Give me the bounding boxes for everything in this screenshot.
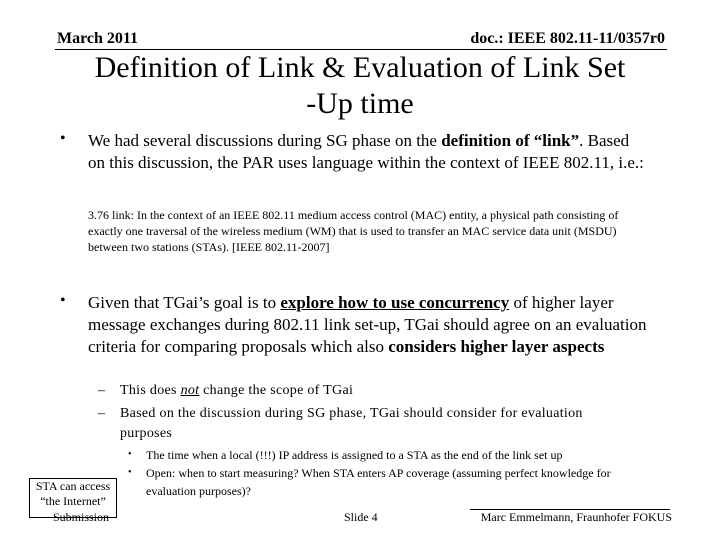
header-doc-id: doc.: IEEE 802.11-11/0357r0 xyxy=(470,30,665,47)
sub-item-2 xyxy=(128,464,628,500)
dash-item-1 xyxy=(98,381,638,401)
bullet-marker-1: • xyxy=(60,130,66,147)
footer-slide-number: Slide 4 xyxy=(344,510,378,524)
sub-text-2: Open: when to start measuring? When STA enters AP coverage (assuming perfect knowledge for evaluation purposes)? xyxy=(146,466,611,498)
sta-box-line-2: “the Internet” xyxy=(40,494,106,508)
bullet-text-1 xyxy=(88,130,648,174)
title-line-1: Definition of Link & Evaluation of Link Set xyxy=(94,51,626,84)
sta-box-line-1: STA can access xyxy=(35,479,111,493)
title-line-2: -Up time xyxy=(306,87,414,120)
link-definition: 3.76 link: In the context of an IEEE 802.11 medium access control (MAC) entity, a physical path consisting of exactly one traversal of the wireless medium (WM) that is used to transfer an MAC service data unit (MSDU) between two stations (STAs). [IEEE 802.11-2007] xyxy=(88,208,619,254)
sub-item-1 xyxy=(128,446,658,464)
bullet-1-part2: . Based on this discussion, the PAR uses language within the context of IEEE 802.11, i.e.: xyxy=(88,131,644,172)
dash-text-1 xyxy=(98,381,638,401)
dash-marker-1: – xyxy=(98,383,106,398)
header-date: March 2011 xyxy=(57,30,139,47)
footer-author: Marc Emmelmann, Fraunhofer FOKUS xyxy=(480,510,672,524)
bullet-1-bold: definition of “link” xyxy=(441,131,580,150)
dash-1-post: change the scope of TGai xyxy=(199,383,354,398)
dash-marker-2: – xyxy=(98,406,106,421)
sub-text-1: The time when a local (!!!) IP address is assigned to a STA as the end of the link set up xyxy=(146,448,563,462)
bullet-1-part1: We had several discussions during SG phase on the xyxy=(88,131,442,150)
bullet-marker-2: • xyxy=(60,292,66,309)
sub-marker-1: • xyxy=(128,449,132,460)
dash-1-pre: This does xyxy=(120,383,181,398)
sub-marker-2: • xyxy=(128,467,132,478)
bullet-2-part2: of higher layer message exchanges during 802.11 link set-up, TGai should agree on an evaluation criteria for comparing proposals which also xyxy=(88,293,647,356)
dash-text-2: Based on the discussion during SG phase, TGai should consider for evaluation purposes xyxy=(120,406,583,441)
bullet-2-bold-underline: explore how to use concurrency xyxy=(280,293,510,312)
dash-1-emph: not xyxy=(180,383,200,398)
bullet-2-bold: considers higher layer aspects xyxy=(388,337,605,356)
bullet-2-part1: Given that TGai’s goal is to xyxy=(88,293,281,312)
dash-item-2 xyxy=(98,404,638,444)
footer-submission: Submission xyxy=(53,510,110,524)
bullet-text-2 xyxy=(88,292,663,358)
slide-title xyxy=(30,50,690,122)
